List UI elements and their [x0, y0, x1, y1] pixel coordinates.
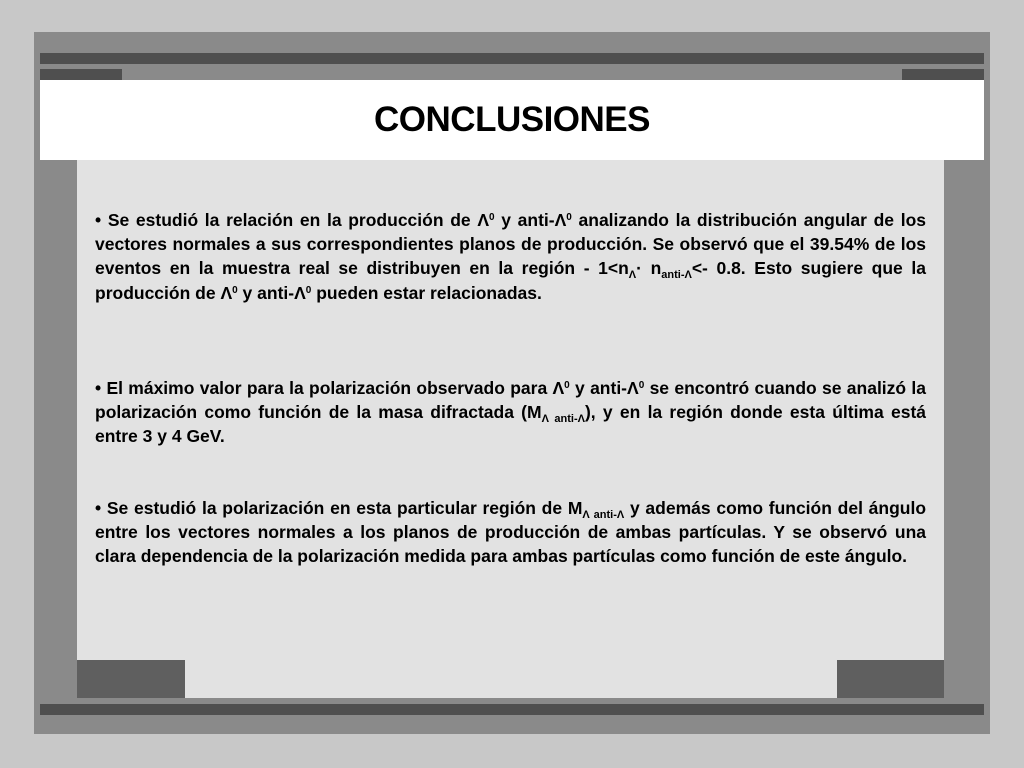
top-left-accent	[40, 69, 122, 80]
top-decorative-bar	[40, 53, 984, 64]
conclusion-paragraph-2: • El máximo valor para la polarización observado para $\Lambda^0$ y anti-$\Lambda^0$ se encontró cuando se analizó la polarización como función de la masa difractada $(M_{\Lambda anti-\Lambda})$, y en la región donde esta última está entre 3 y 4 GeV.	[95, 378, 927, 447]
title-banner	[40, 80, 984, 160]
top-right-accent	[902, 69, 984, 80]
bottom-right-accent	[837, 660, 944, 698]
bullet-icon: •	[95, 210, 102, 230]
slide-title: CONCLUSIONES	[374, 100, 650, 139]
bullet-icon: •	[95, 378, 102, 398]
conclusion-paragraph-3: • Se estudió la polarización en esta particular región de $M_{\Lambda anti-\Lambda}$ y además como función del ángulo entre los vectores normales a los planos de producción de ambas partículas. Y se observó una clara dependencia de la polarización medida para ambas partículas como función de este ángulo.	[95, 498, 927, 567]
bottom-left-accent	[77, 660, 185, 698]
bullet-icon: •	[95, 498, 102, 518]
conclusion-paragraph-1: • Se estudió la relación en la producción de $\Lambda^0$ y anti-$\Lambda^0$ analizando la distribución angular de los vectores normales a sus correspondientes planos de producción. Se observó que el 39.54% de los eventos en la muestra real se distribuyen en la región - $1<n_\Lambda\cdot n_{anti-\Lambda}<-$ 0.8. Esto sugiere que la producción de $\Lambda^0$ y anti-$\Lambda^0$ pueden estar relacionadas.	[95, 210, 926, 303]
bottom-decorative-bar	[40, 704, 984, 715]
